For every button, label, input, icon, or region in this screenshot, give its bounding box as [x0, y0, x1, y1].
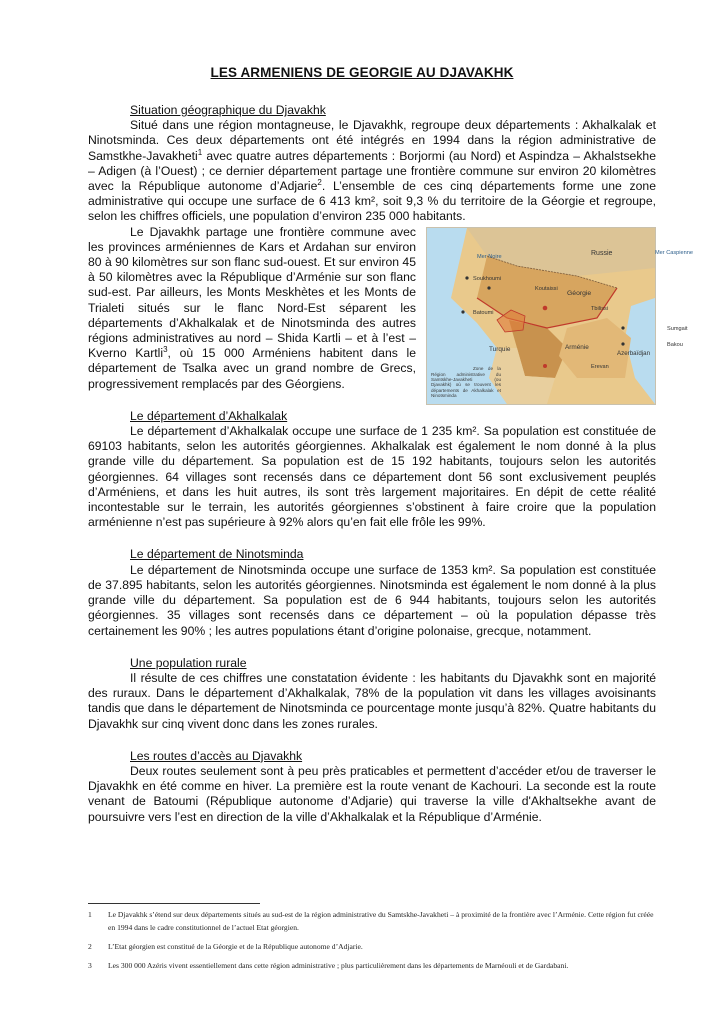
section-heading-ninotsminda: Le département de Ninotsminda [130, 547, 304, 562]
footnote-3 [88, 959, 660, 972]
map-label-russia: Russie [591, 249, 613, 257]
map-caption: Zone de la Région administrative du Samtskhe-Javakheti (ou Djavakhk) où se trouvent les départements de Akhalkalak et Ninotsminda [431, 366, 501, 399]
map-label-armenia: Arménie [565, 343, 589, 351]
footnote-1 [88, 908, 660, 934]
map-label-caspian-sea: Mer Caspienne [655, 249, 693, 256]
paragraph-geography-1 [88, 118, 656, 224]
map-label-soukhoumi: Soukhoumi [473, 275, 501, 282]
map-label-turkey: Turquie [489, 345, 511, 353]
document-body [88, 103, 693, 825]
map-label-sumgait: Sumgait [667, 325, 688, 332]
section-heading-routes: Les routes d’accès au Djavakhk [130, 748, 303, 763]
footnote-ref-3[interactable]: 3 [163, 345, 168, 355]
section-heading-akhalkalak: Le département d’Akhalkalak [130, 408, 288, 423]
text-run: Situé dans une région montagneuse, le Djavakhk, regroupe deux départements : Akhalkalak et Ninotsminda. Ces deux départements ont été intégrés en 1994 dans la région administrative de Samstkhe-Javakheti [88, 118, 656, 163]
map-city-marker [543, 305, 548, 310]
document-title: LES ARMENIENS DE GEORGIE AU DJAVAKHK [210, 65, 514, 80]
map-label-azerbaijan: Azerbaïdjan [617, 349, 651, 357]
region-map-image [426, 227, 693, 405]
footnote-ref-2[interactable]: 2 [317, 177, 322, 187]
footnote-separator [88, 903, 260, 904]
map-label-bakou: Bakou [667, 341, 683, 348]
map-label-tbilissi: Tbilissi [591, 305, 609, 312]
paragraph-geography-2 [88, 224, 693, 399]
text-run: . L’ensemble de ces cinq départements forme une zone administrative qui occupe une surface de 6 413 km², soit 9,3 % du territoire de la Géorgie et regroupe, selon les chiffres officiels, une population d’environ 235 000 habitants. [88, 179, 656, 224]
footnote-ref-1[interactable]: 1 [197, 147, 203, 157]
footnote-number: 1 [88, 910, 92, 919]
footnote-2 [88, 940, 660, 953]
section-heading-rural: Une population rurale [130, 655, 247, 670]
text-run: Le Djavakhk partage une frontière commune avec les provinces arméniennes de Kars et Ardahan sur environ 80 à 90 kilomètres sur son flanc sud-ouest. Et sur environ 45 à 50 kilomètres avec la République d’Arménie sur son flanc sud-est. Par ailleurs, les Monts Meskhètes et les Monts de Trialeti situés sur le flanc Nord-Est séparent les départements d’Akhalkalak et de Ninotsminda des autres régions administratives au nord – Shida Kartli – et à l’est – Kverno Kartli [88, 224, 416, 361]
map-label-koutaissi: Koutaissi [535, 285, 558, 292]
text-run: avec quatre autres départements : Borjormi (au Nord) et Aspindza – Akhalstsekhe – Adigen (à l’Ouest) ; ce dernier département partage une frontière commune sur environ 20 kilomètres avec la République autonome d’Adjarie [88, 148, 656, 194]
footnote-number: 3 [88, 961, 92, 970]
paragraph-akhalkalak: Le département d’Akhalkalak occupe une surface de 1 235 km². Sa population est constituée de 69103 habitants, selon les autorités géorgiennes. Akhalkalak est également le nom donné à la plus grande ville du département. Sa population est de 15 192 habitants, toujours selon les autorités géorgiennes. 64 villages sont recensés dans ce département dont 56 sont exclusivement peuplés d’Arméniens, et dans les huit autres, ils sont très largement majoritaires. En dépit de cette réalité incontestable sur le terrain, les autorités géorgiennes s’obstinent à faire croire que la population arménienne n’est pas supérieure à 92% alors qu’en fait elle frôle les 99%. [88, 424, 656, 530]
paragraph-rural: Il résulte de ces chiffres une constatation évidente : les habitants du Djavakhk sont en majorité des ruraux. Dans le département d’Akhalkalak, 78% de la population vit dans les villages avoisinants tandis que dans le département de Ninotsminda ce pourcentage monte jusqu’à 82%. Quatre habitants du Djavakhk sur cinq vivent donc dans les zones rurales. [88, 670, 656, 731]
map-label-erevan: Erevan [591, 363, 609, 370]
footnote-number: 2 [88, 942, 92, 951]
footnote-text: Le Djavakhk s’étend sur deux départements situés au sud-est de la région administrative du Samtskhe-Javakheti – à proximité de la frontière avec l’Arménie. Cette région fut créée en 1994 dans le cadre constitutionnel de l’actuel Etat géorgien. [108, 910, 654, 932]
map-label-black-sea: Mer Noire [477, 253, 502, 260]
footnote-text: Les 300 000 Azéris vivent essentiellement dans cette région administrative ; plus particulièrement dans les départements de Marnéouli et de Gardabani. [108, 961, 569, 970]
map-label-batoumi: Batoumi [473, 309, 494, 316]
section-heading-geography: Situation géographique du Djavakhk [130, 103, 326, 117]
paragraph-ninotsminda: Le département de Ninotsminda occupe une surface de 1353 km². Sa population est constituée de 37.895 habitants, selon les autorités géorgiennes. Ninotsminda est également le nom donné à la plus grande ville du département. Sa population est de 6 944 habitants, toujours selon les autorités géorgiennes. 35 villages sont recensés dans ce département – où la population dépasse très certainement les 90% ; les autres populations étant d’origine polonaise, grecque, notamment. [88, 562, 656, 638]
map-label-georgia: Géorgie [567, 289, 592, 297]
map-city-marker [543, 364, 547, 368]
text-run: , où 15 000 Arméniens habitent dans le département de Tsalka avec un grand nombre de Grecs, progressivement remplacés par des Géorgiens. [88, 346, 416, 391]
footnote-text: L’Etat géorgien est constitué de la Géorgie et de la République autonome d’Adjarie. [108, 942, 363, 951]
paragraph-routes: Deux routes seulement sont à peu près praticables et permettent d’accéder et/ou de traverser le Djavakhk en été comme en hiver. La première est la route venant de Kachouri. La seconde est la route venant de Batoumi (République autonome d’Adjarie) qui traverse la ville d'Akhaltsekhe avant de poursuivre vers l’est en direction de la ville d’Akhalkalak et la République d’Arménie. [88, 763, 656, 824]
